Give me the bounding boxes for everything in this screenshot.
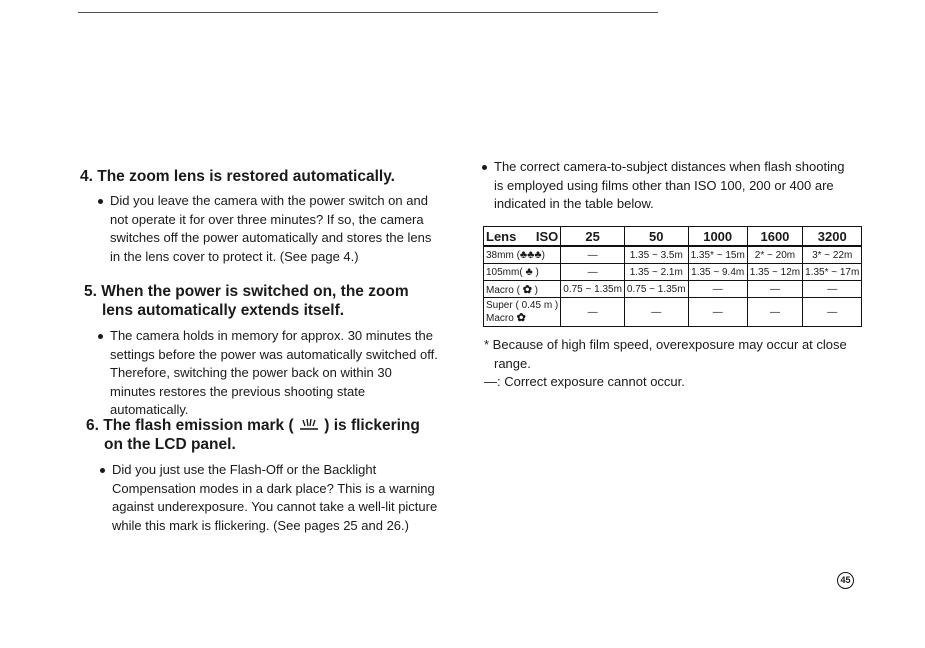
section-4 (80, 167, 440, 266)
super-macro-range: ( 0.45 m ) (515, 299, 559, 311)
table-cell: 1.35 ~ 9.4m (688, 264, 747, 281)
macro-flower-icon: ✿ (522, 283, 532, 296)
table-header-row (484, 227, 862, 247)
section-5-heading (84, 282, 444, 320)
header-iso-3200: 3200 (803, 227, 862, 247)
table-row (484, 281, 862, 298)
note-overexposure (484, 336, 854, 373)
row-label-macro: Macro ( ✿ ) (484, 281, 561, 298)
section-6-bullet-text: Did you just use the Flash-Off or the Backlight Compensation modes in a dark place? This is a warning against underexposure. You cannot take a well-lit picture while this mark is flickering. (See pages 25 and 26.) (112, 462, 438, 533)
asterisk-icon: * (484, 337, 493, 352)
lens-label: Super (486, 299, 513, 311)
table-cell: 1.35 ~ 3.5m (624, 246, 688, 264)
section-6-heading (86, 416, 446, 454)
header-texture-band (62, 22, 902, 90)
header-iso-25: 25 (561, 227, 625, 247)
section-6 (86, 416, 446, 535)
section-4-number: 4. (80, 168, 93, 185)
section-6-number: 6. (86, 417, 99, 434)
table-row (484, 298, 862, 327)
section-6-title-post: ) is flickering (324, 417, 420, 434)
section-6-title-line2: on the LCD panel. (104, 436, 236, 453)
bullet-icon (482, 165, 487, 170)
header-iso-1600: 1600 (747, 227, 802, 247)
page-number: 45 (837, 572, 854, 589)
table-cell: 1.35 ~ 2.1m (624, 264, 688, 281)
table-cell: — (561, 298, 625, 327)
header-iso: ISO (535, 228, 559, 244)
header-iso-50: 50 (624, 227, 688, 247)
lens-label: 105mm (486, 267, 520, 278)
table-cell: 2* ~ 20m (747, 246, 802, 264)
table-cell: 3* ~ 22m (803, 246, 862, 264)
table-cell: 0.75 ~ 1.35m (561, 281, 625, 298)
table-cell: — (747, 281, 802, 298)
section-5 (84, 282, 444, 420)
row-label-38mm: 38mm (♣♣♣) (484, 246, 561, 264)
table-cell: 1.35* ~ 15m (688, 246, 747, 264)
lens-label-2: Macro (486, 312, 514, 324)
table-row (484, 264, 862, 281)
section-4-heading (80, 167, 440, 186)
header-lens: Lens (486, 228, 517, 244)
section-6-bullet (100, 461, 442, 535)
table-notes (484, 336, 854, 392)
section-5-title-line2: lens automatically extends itself. (102, 302, 345, 319)
table-row (484, 246, 862, 264)
table-cell: — (747, 298, 802, 327)
flash-distance-table (483, 226, 862, 327)
note-overexposure-text: Because of high film speed, overexposure may occur at close range. (492, 337, 847, 371)
section-4-bullet (98, 192, 438, 266)
table-cell: 1.35 ~ 12m (747, 264, 802, 281)
section-5-bullet-text: The camera holds in memory for approx. 30 minutes the settings before the power was automatically switched off. Therefore, switching the power back on within 30 minutes restores the previous shooting state automatically. (110, 328, 438, 417)
section-4-bullet-text: Did you leave the camera with the power switch on and not operate it for over three minutes? If so, the camera switches off the power automatically and stores the lens in the lens cover to protect it. (See page 4.) (110, 193, 432, 264)
table-cell: — (561, 264, 625, 281)
section-4-title: The zoom lens is restored automatically. (97, 168, 395, 185)
table-cell: 1.35* ~ 17m (803, 264, 862, 281)
table-cell: — (688, 298, 747, 327)
row-label-105mm: 105mm( ♣ ) (484, 264, 561, 281)
lens-label: Macro (486, 284, 514, 296)
bullet-icon (98, 199, 103, 204)
table-cell: — (624, 298, 688, 327)
section-5-number: 5. (84, 283, 97, 300)
flash-emission-mark-icon (298, 418, 320, 432)
subject-icon: ♣ (525, 266, 533, 278)
section-5-title-line1: When the power is switched on, the zoom (101, 283, 409, 300)
section-6-title-pre: The flash emission mark ( (103, 417, 294, 434)
table-cell: 0.75 ~ 1.35m (624, 281, 688, 298)
row-label-super-macro (484, 298, 561, 327)
table-cell: — (688, 281, 747, 298)
intro-text: The correct camera-to-subject distances when flash shooting is employed using films other than ISO 100, 200 or 400 are indicated in the table below. (494, 159, 845, 211)
flash-distance-intro (482, 158, 854, 214)
bullet-icon (100, 468, 105, 473)
subject-icon: ♣♣♣ (519, 249, 542, 261)
macro-flower-icon: ✿ (516, 311, 526, 324)
table-cell: — (803, 298, 862, 327)
table-cell: — (561, 246, 625, 264)
bullet-icon (98, 334, 103, 339)
table-cell: — (803, 281, 862, 298)
intro-bullet (482, 158, 854, 214)
top-rule (78, 12, 658, 13)
lens-label: 38mm (486, 250, 514, 261)
header-iso-1000: 1000 (688, 227, 747, 247)
section-5-bullet (98, 327, 440, 420)
note-dash: —: Correct exposure cannot occur. (484, 374, 685, 389)
header-lens-iso (484, 227, 561, 247)
